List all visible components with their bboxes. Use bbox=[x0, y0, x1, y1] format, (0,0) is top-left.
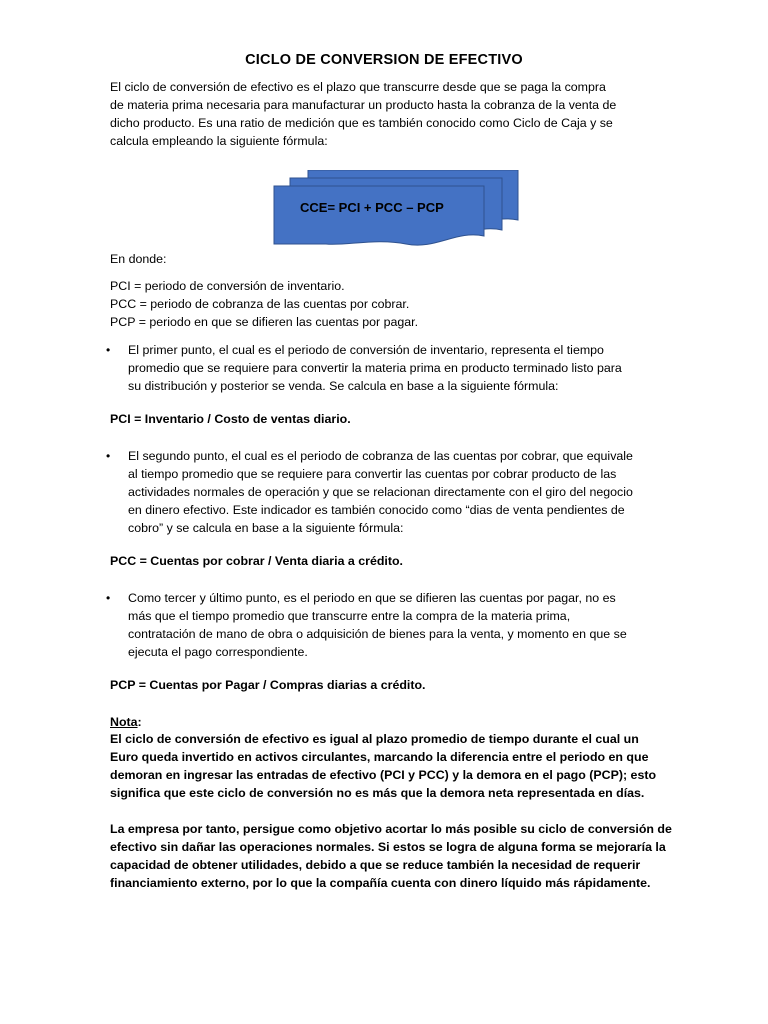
intro-line: dicho producto. Es una ratio de medición que es también conocido como Ciclo de Caja y se bbox=[110, 116, 613, 130]
intro-line: de materia prima necesaria para manufacturar un producto hasta la cobranza de la venta de bbox=[110, 98, 617, 112]
formula-pcp: PCP = Cuentas por Pagar / Compras diarias a crédito. bbox=[110, 678, 426, 692]
final-line: La empresa por tanto, persigue como objetivo acortar lo más posible su ciclo de conversión de bbox=[110, 822, 672, 836]
formula-pcc: PCC = Cuentas por cobrar / Venta diaria a crédito. bbox=[110, 554, 403, 568]
final-paragraph bbox=[110, 820, 672, 892]
intro-line: calcula empleando la siguiente fórmula: bbox=[110, 134, 328, 148]
definition-pcc: PCC = periodo de cobranza de las cuentas por cobrar. bbox=[110, 297, 410, 311]
bullet-line: actividades normales de operación y que se relacionan directamente con el giro del negocio bbox=[128, 485, 633, 499]
nota-line: significa que este ciclo de conversión no es más que la demora neta representada en días. bbox=[110, 786, 645, 800]
bullet-dot: • bbox=[106, 449, 111, 463]
bullet-line: más que el tiempo promedio que transcurre entre la compra de la materia prima, bbox=[128, 609, 571, 623]
nota-paragraph bbox=[110, 730, 658, 802]
bullet-text bbox=[128, 341, 662, 395]
nota-line: demoran en ingresar las entradas de efectivo (PCI y PCC) y la demora en el pago (PCP); esto bbox=[110, 768, 657, 782]
intro-paragraph bbox=[110, 78, 658, 150]
bullet-line: al tiempo promedio que se requiere para convertir las cuentas por cobrar producto de las bbox=[128, 467, 617, 481]
bullet-line: en dinero efectivo. Este indicador es también conocido como “dias de venta pendientes de bbox=[128, 503, 625, 517]
cce-formula-text: CCE= PCI + PCC – PCP bbox=[300, 200, 444, 215]
definition-pcp: PCP = periodo en que se difieren las cuentas por pagar. bbox=[110, 315, 419, 329]
nota-heading bbox=[110, 713, 658, 731]
wave-shape-front bbox=[274, 186, 484, 245]
en-donde-label: En donde: bbox=[110, 252, 167, 266]
bullet-line: contratación de mano de obra o adquisición de bienes para la venta, y momento en que se bbox=[128, 627, 627, 641]
definitions-block bbox=[110, 277, 658, 331]
nota-line: El ciclo de conversión de efectivo es igual al plazo promedio de tiempo durante el cual un bbox=[110, 732, 639, 746]
bullet-line: promedio que se requiere para convertir la materia prima en producto terminado listo para bbox=[128, 361, 622, 375]
bullet-line: El primer punto, el cual es el periodo de conversión de inventario, representa el tiempo bbox=[128, 343, 604, 357]
bullet-text bbox=[128, 447, 662, 537]
nota-label: Nota bbox=[110, 715, 138, 729]
bullet-line: su distribución y posterior se venda. Se calcula en base a la siguiente fórmula: bbox=[128, 379, 559, 393]
final-line: financiamiento externo, por lo que la compañía cuenta con dinero líquido más rápidamente. bbox=[110, 876, 651, 890]
final-line: capacidad de obtener utilidades, debido a que se reduce también la necesidad de requerir bbox=[110, 858, 641, 872]
bullet-dot: • bbox=[106, 591, 111, 605]
bullet-dot: • bbox=[106, 343, 111, 357]
bullet-line: Como tercer y último punto, es el periodo en que se difieren las cuentas por pagar, no es bbox=[128, 591, 616, 605]
bullet-text bbox=[128, 589, 662, 661]
final-line: efectivo sin dañar las operaciones normales. Si estos se logra de alguna forma se mejoraría la bbox=[110, 840, 666, 854]
bullet-line: El segundo punto, el cual es el periodo de cobranza de las cuentas por cobrar, que equivale bbox=[128, 449, 633, 463]
definition-pci: PCI = periodo de conversión de inventario. bbox=[110, 279, 345, 293]
document-title: CICLO DE CONVERSION DE EFECTIVO bbox=[245, 52, 523, 68]
bullet-line: ejecuta el pago correspondiente. bbox=[128, 645, 308, 659]
formula-pci: PCI = Inventario / Costo de ventas diario. bbox=[110, 412, 351, 426]
nota-line: Euro queda invertido en activos circulantes, marcando la diferencia entre el periodo en que bbox=[110, 750, 649, 764]
nota-colon: : bbox=[137, 715, 142, 729]
bullet-line: cobro” y se calcula en base a la siguiente fórmula: bbox=[128, 521, 404, 535]
intro-line: El ciclo de conversión de efectivo es el plazo que transcurre desde que se paga la compra bbox=[110, 80, 606, 94]
